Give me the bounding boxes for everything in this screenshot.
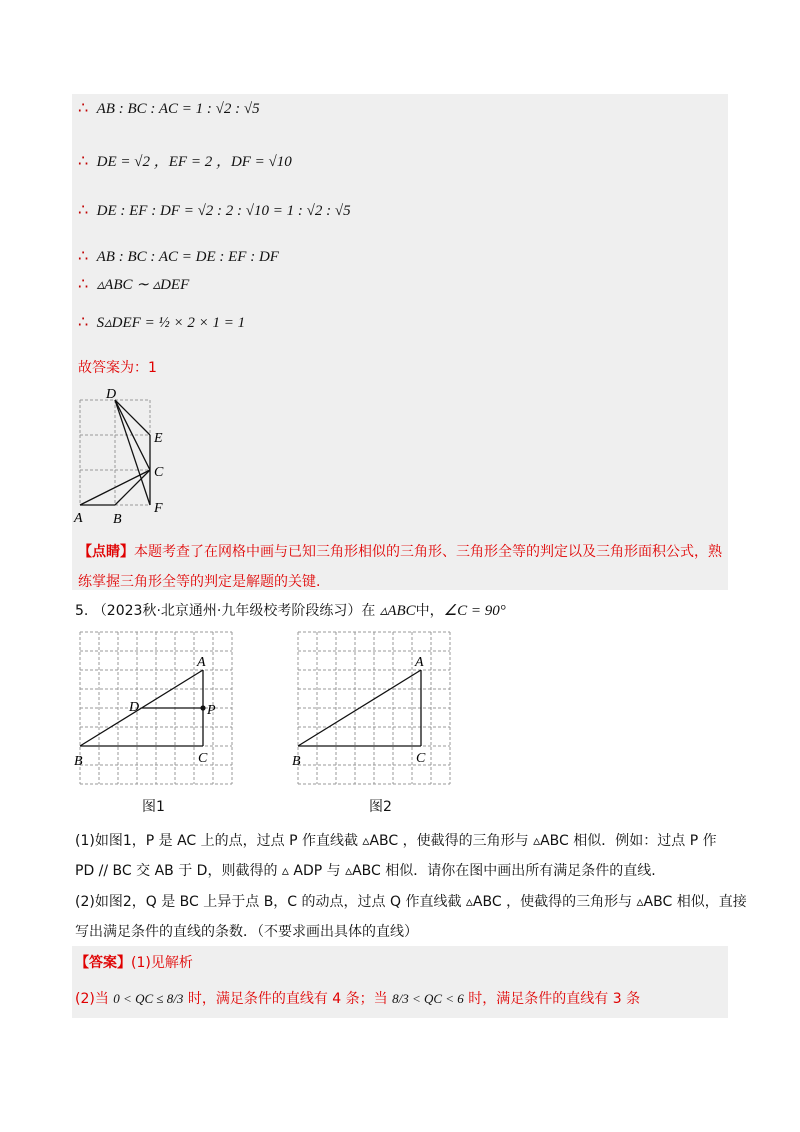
solution-line-1: ∴ AB : BC : AC = 1 : √2 : √5 <box>78 98 260 117</box>
solution-line-6: ∴ S▵DEF = ½ × 2 × 1 = 1 <box>78 312 246 331</box>
solution-line-5: ∴ ▵ABC ∼ ▵DEF <box>78 274 190 293</box>
fig-label-e: E <box>154 431 163 446</box>
answer-line-2: (2)当 0 < QC ≤ 8/3 时，满足条件的直线有 4 条；当 8/3 < QC < 6 时，满足条件的直线有 3 条 <box>75 991 641 1007</box>
solution-line-2: ∴ DE = √2 ，EF = 2 ，DF = √10 <box>78 151 292 170</box>
answer-text: 故答案为：1 <box>78 360 157 376</box>
fig-label-c: C <box>154 465 164 480</box>
fig2-label-c: C <box>416 751 426 766</box>
question-1-line-1: (1)如图1，P 是 AC 上的点，过点 P 作直线截 ▵ABC ，使截得的三角形与 ▵ABC 相似．例如：过点 P 作 <box>75 833 717 849</box>
figure-2 <box>290 626 465 794</box>
fig-label-f: F <box>154 501 163 516</box>
note-line-1: 【点睛】本题考查了在网格中画与已知三角形相似的三角形、三角形全等的判定以及三角形面积公式，熟 <box>78 544 722 560</box>
figure-2-caption: 图2 <box>369 799 392 815</box>
fig1-label-p: P <box>207 703 216 718</box>
point-p <box>200 705 205 710</box>
question-2-line-1: (2)如图2，Q 是 BC 上异于点 B，C 的动点，过点 Q 作直线截 ▵ABC ，使截得的三角形与 ▵ABC 相似，直接 <box>75 894 747 910</box>
answer-line-1: 【答案】(1)见解析 <box>75 955 193 971</box>
fig-label-a: A <box>74 511 83 526</box>
fig1-label-d: D <box>129 700 140 715</box>
figure-1 <box>72 626 242 794</box>
problem-header: 5. （2023秋·北京通州·九年级校考阶段练习）在 ▵ABC中，∠C = 90° <box>75 603 506 619</box>
question-1-line-2: PD // BC 交 AB 于 D，则截得的 ▵ ADP 与 ▵ABC 相似．请你在图中画出所有满足条件的直线. <box>75 863 656 879</box>
fig-label-b: B <box>113 512 122 527</box>
fig-label-d: D <box>106 387 117 402</box>
fig2-label-a: A <box>415 655 424 670</box>
fig1-label-c: C <box>198 751 208 766</box>
fig1-label-b: B <box>74 754 83 769</box>
fig1-label-a: A <box>197 655 206 670</box>
solution-line-4: ∴ AB : BC : AC = DE : EF : DF <box>78 246 279 265</box>
fig2-label-b: B <box>292 754 301 769</box>
note-line-2: 练掌握三角形全等的判定是解题的关键. <box>78 574 321 590</box>
figure-1-caption: 图1 <box>142 799 165 815</box>
question-2-line-2: 写出满足条件的直线的条数．（不要求画出具体的直线） <box>75 924 418 940</box>
solution-figure <box>70 382 170 530</box>
solution-line-3: ∴ DE : EF : DF = √2 : 2 : √10 = 1 : √2 : √5 <box>78 200 351 219</box>
